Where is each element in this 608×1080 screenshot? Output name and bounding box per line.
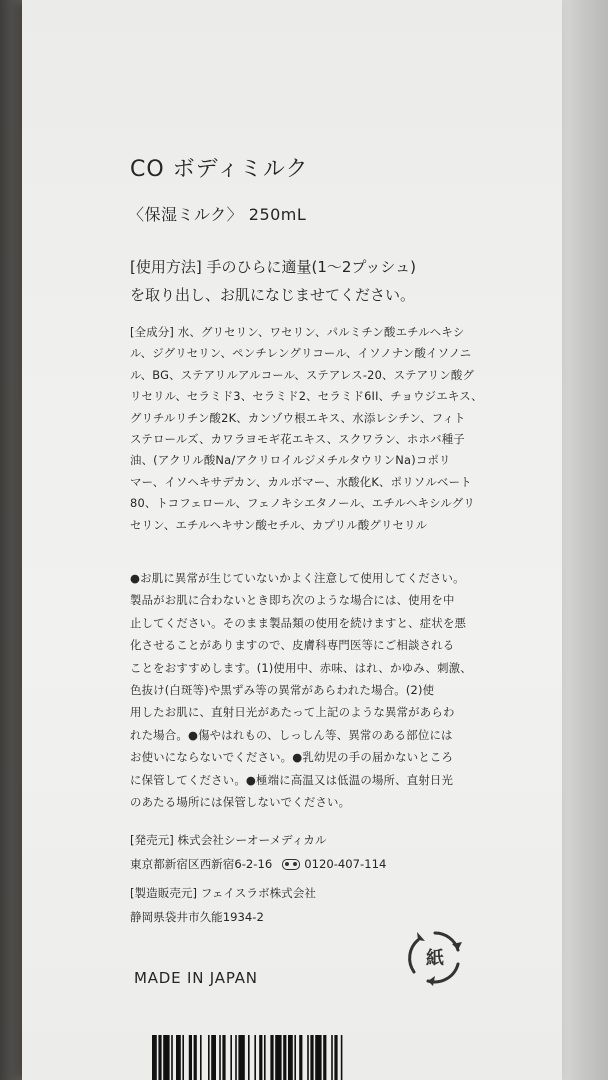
barcode-bar [254, 1035, 256, 1080]
ingredients-line: マー、イソヘキサデカン、カルボマー、水酸化K、ポリソルベート [130, 474, 472, 489]
origin-label: MADE IN JAPAN [134, 969, 258, 987]
ingredients-line: [全成分] 水、グリセリン、ワセリン、パルミチン酸エチルヘキシ [130, 325, 465, 339]
barcode-bar [194, 1035, 197, 1080]
seller-contact [130, 852, 530, 876]
cautions-line: に保管してください。●極端に高温又は低温の場所、直射日光 [130, 772, 454, 787]
background-right [558, 0, 608, 1080]
barcode-bar [331, 1035, 333, 1080]
ingredients-line: 80、トコフェロール、フェノキシエタノール、エチルヘキシルグリ [130, 496, 475, 511]
barcode-bar [264, 1035, 266, 1080]
recycle-mark-text: 紙 [426, 948, 444, 969]
ingredients-line: 油、(アクリル酸Na/アクリロイルジメチルタウリンNa)コポリ [130, 453, 451, 468]
barcode-bar [307, 1035, 309, 1080]
seller-name: [発売元] 株式会社シーオーメディカル [130, 833, 327, 847]
barcode-bar [163, 1035, 169, 1080]
barcode-bar [176, 1035, 181, 1080]
barcode-bar [323, 1035, 326, 1080]
usage-section [130, 253, 530, 309]
cautions-line: のあたる場所には保管しないでください。 [130, 795, 351, 810]
barcode-bar [200, 1035, 202, 1080]
ingredients-line: グリチルリチン酸2K、カンゾウ根エキス、水添レシチン、フィト [130, 410, 466, 425]
barcode-bar [341, 1035, 343, 1080]
cautions-line: ことをおすすめします。(1)使用中、赤味、はれ、かゆみ、刺激、 [130, 660, 472, 675]
maker-name: [製造販売元] フェイスラボ株式会社 [130, 886, 316, 900]
product-box-panel [22, 0, 562, 1080]
ingredients-line: リセリル、セラミド3、セラミド2、セラミド6II、チョウジエキス、 [130, 389, 483, 404]
product-name: CO ボディミルク [130, 157, 309, 182]
product-subtitle: 〈保湿ミルク〉 250mL [128, 205, 307, 224]
seller-address: 東京都新宿区西新宿6-2-16 [130, 857, 273, 871]
barcode-bar [158, 1035, 161, 1080]
cautions-line: 止してください。そのまま製品類の使用を続けますと、症状を悪 [130, 615, 467, 630]
barcode-bar [315, 1035, 321, 1080]
cautions-line: 色抜け(白斑等)や黒ずみ等の異常があらわれた場合。(2)使 [130, 683, 435, 698]
barcode-bar [235, 1035, 237, 1080]
barcode-bar [230, 1035, 232, 1080]
barcode-bar [182, 1035, 184, 1080]
usage-line: を取り出し、お肌になじませてください。 [130, 286, 416, 304]
barcode-bar [219, 1035, 221, 1080]
barcode-bar [189, 1035, 192, 1080]
barcode-bar [310, 1035, 313, 1080]
barcode-bar [208, 1035, 210, 1080]
usage-line: [使用方法] 手のひらに適量(1〜2プッシュ) [130, 258, 416, 276]
barcode-bar [294, 1035, 296, 1080]
barcode-bar [299, 1035, 302, 1080]
cautions-line: 化させることがありますので、皮膚科専門医等にご相談される [130, 638, 455, 653]
cautions-line: れた場合。●傷やはれもの、しっしん等、異常のある部位には [130, 727, 453, 742]
barcode-bar [259, 1035, 262, 1080]
cautions-line: 製品がお肌に合わないとき即ち次のような場合には、使用を中 [130, 593, 455, 608]
barcode-bar [211, 1035, 216, 1080]
barcode-bar [275, 1035, 281, 1080]
cautions-line: お使いにならないでください。●乳幼児の手の届かないところ [130, 750, 454, 765]
barcode-bar [334, 1035, 337, 1080]
barcode-bar [248, 1035, 250, 1080]
maker-address: 静岡県袋井市久能1934-2 [130, 910, 264, 924]
paper-recycle-icon [406, 928, 464, 986]
barcode [152, 1035, 552, 1080]
ingredients-line: セリン、エチルヘキサン酸セチル、カプリル酸グリセリル [130, 517, 428, 532]
cautions-line: 用したお肌に、直射日光があたって上記のような異常があらわ [130, 705, 455, 720]
ingredients-line: ル、BG、ステアリルアルコール、ステアレス-20、ステアリン酸グ [130, 367, 475, 382]
ingredients-line: ステロールズ、カワラヨモギ花エキス、スクワラン、ホホバ種子 [130, 432, 465, 447]
free-dial-icon [282, 859, 300, 870]
cautions-line: ●お肌に異常が生じていないかよく注意して使用してください。 [130, 571, 465, 585]
ingredients-section [130, 322, 530, 536]
barcode-bar [270, 1035, 273, 1080]
barcode-bar [238, 1035, 244, 1080]
barcode-bar [288, 1035, 293, 1080]
barcode-bar [152, 1035, 157, 1080]
seller-phone: 0120-407-114 [304, 857, 387, 871]
company-section [130, 828, 530, 929]
barcode-bar [171, 1035, 173, 1080]
cautions-section [130, 567, 530, 813]
barcode-bar [283, 1035, 286, 1080]
barcode-bar [222, 1035, 225, 1080]
ingredients-line: ル、ジグリセリン、ペンチレングリコール、イソノナン酸イソノニ [130, 346, 472, 361]
